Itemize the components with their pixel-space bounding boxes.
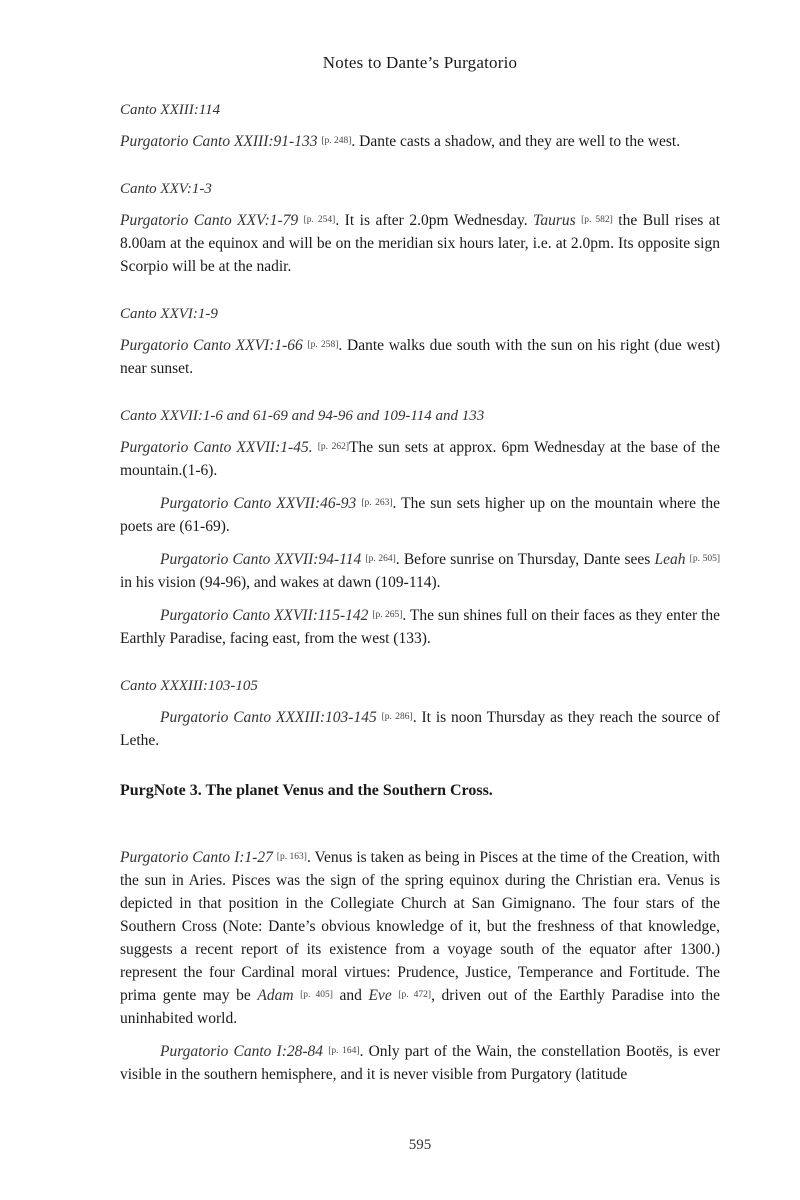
canto-reference-link[interactable]: Purgatorio Canto I:28-84 xyxy=(160,1043,324,1060)
page-reference[interactable]: [p. 505] xyxy=(689,554,721,564)
canto-heading: Canto XXXIII:103-105 xyxy=(120,678,258,694)
glossary-link-taurus[interactable]: Taurus xyxy=(533,212,576,229)
section-title: PurgNote 3. The planet Venus and the Southern Cross. xyxy=(120,782,493,799)
note-paragraph xyxy=(120,706,720,752)
page-reference[interactable]: [p. 258] xyxy=(307,340,339,350)
paragraph-text: . The sun shines full on their faces as they enter the Earthly Paradise, facing east, from the west (133). xyxy=(120,607,721,647)
page-reference[interactable]: [p. 264] xyxy=(365,554,396,564)
page-reference[interactable]: [p. 405] xyxy=(300,990,333,1000)
paragraph-text: . Dante walks due south with the sun on his right (due west) near sunset. xyxy=(120,337,721,377)
canto-reference-link[interactable]: Purgatorio Canto XXV:1-79 xyxy=(120,212,299,229)
page-reference[interactable]: [p. 164] xyxy=(328,1046,360,1056)
page-reference[interactable]: [p. 163] xyxy=(276,852,307,862)
canto-heading: Canto XXIII:114 xyxy=(120,102,221,118)
page-reference[interactable]: [p. 263] xyxy=(361,498,393,508)
body-text xyxy=(120,100,720,1096)
canto-reference-link[interactable]: Purgatorio Canto XXIII:91-133 xyxy=(120,133,318,150)
canto-reference-link[interactable]: Purgatorio Canto XXXIII:103-145 xyxy=(160,709,377,726)
page-reference[interactable]: [p. 262] xyxy=(317,442,350,452)
paragraph-text: . It is noon Thursday as they reach the source of Lethe. xyxy=(120,709,720,749)
note-paragraph xyxy=(120,604,720,650)
paragraph-text: in his vision (94-96), and wakes at dawn (109-114). xyxy=(120,574,441,591)
note-paragraph xyxy=(120,1040,720,1086)
page-reference[interactable]: [p. 582] xyxy=(581,215,613,225)
canto-reference-link[interactable]: Purgatorio Canto XXVII:94-114 xyxy=(160,551,362,568)
canto-heading: Canto XXV:1-3 xyxy=(120,181,212,197)
note-paragraph xyxy=(120,209,720,278)
running-title: Notes to Dante’s Purgatorio xyxy=(322,53,518,72)
paragraph-text: . Venus is taken as being in Pisces at the time of the Creation, with the sun in Aries. Pisces was the sign of the spring equinox during the Christian era. Venus is depicted in that position in the Collegiate Church at San Gimignano. The four stars of the Southern Cross (Note: Dante’s obvious knowledge of it, but the freshness of that knowledge, suggests a recent report of its existence from a voyage south of the equator after 1300.) represent the four Cardinal moral virtues: Prudence, Justice, Temperance and Fortitude. The prima gente may be xyxy=(120,849,721,1004)
paragraph-text: . It is after 2.0pm Wednesday. xyxy=(335,212,534,229)
canto-reference-link[interactable]: Purgatorio Canto XXVII:46-93 xyxy=(160,495,357,512)
canto-reference-link[interactable]: Purgatorio Canto XXVI:1-66 xyxy=(120,337,303,354)
canto-heading: Canto XXVI:1-9 xyxy=(120,306,218,322)
canto-reference-link[interactable]: Purgatorio Canto XXVII:115-142 xyxy=(160,607,369,624)
glossary-link-leah[interactable]: Leah xyxy=(654,551,686,568)
paragraph-text: The sun sets at approx. 6pm Wednesday at the base of the mountain.(1-6). xyxy=(120,439,721,479)
page-reference[interactable]: [p. 472] xyxy=(398,990,432,1000)
paragraph-text: and xyxy=(332,987,369,1004)
note-paragraph xyxy=(120,846,720,1030)
note-paragraph xyxy=(120,492,720,538)
paragraph-text: , driven out of the Earthly Paradise into the uninhabited world. xyxy=(120,987,721,1027)
paragraph-text: the Bull rises at 8.00am at the equinox and will be on the meridian six hours later, i.e. at 2.0pm. Its opposite sign Scorpio will be at the nadir. xyxy=(120,212,720,275)
glossary-link-eve[interactable]: Eve xyxy=(368,987,392,1004)
note-paragraph xyxy=(120,130,720,153)
paragraph-text: . The sun sets higher up on the mountain where the poets are (61-69). xyxy=(120,495,721,535)
note-paragraph xyxy=(120,548,720,594)
glossary-link-adam[interactable]: Adam xyxy=(257,987,294,1004)
paragraph-text: . Before sunrise on Thursday, Dante sees xyxy=(395,551,655,568)
paragraph-text: . Only part of the Wain, the constellation Bootës, is ever visible in the southern hemisphere, and it is never visible from Purgatory (latitude xyxy=(120,1043,721,1083)
canto-heading: Canto XXVII:1-6 and 61-69 and 94-96 and 109-114 and 133 xyxy=(120,408,485,424)
page-reference[interactable]: [p. 265] xyxy=(372,610,403,620)
page-reference[interactable]: [p. 248] xyxy=(321,136,352,146)
note-paragraph xyxy=(120,436,720,482)
note-paragraph xyxy=(120,334,720,380)
canto-reference-link[interactable]: Purgatorio Canto XXVII:1-45. xyxy=(120,439,313,456)
page-reference[interactable]: [p. 286] xyxy=(381,712,413,722)
paragraph-text: . Dante casts a shadow, and they are well to the west. xyxy=(351,133,681,150)
document-page xyxy=(120,0,720,1200)
page-reference[interactable]: [p. 254] xyxy=(303,215,336,225)
canto-reference-link[interactable]: Purgatorio Canto I:1-27 xyxy=(120,849,273,866)
page-number: 595 xyxy=(408,1137,432,1153)
